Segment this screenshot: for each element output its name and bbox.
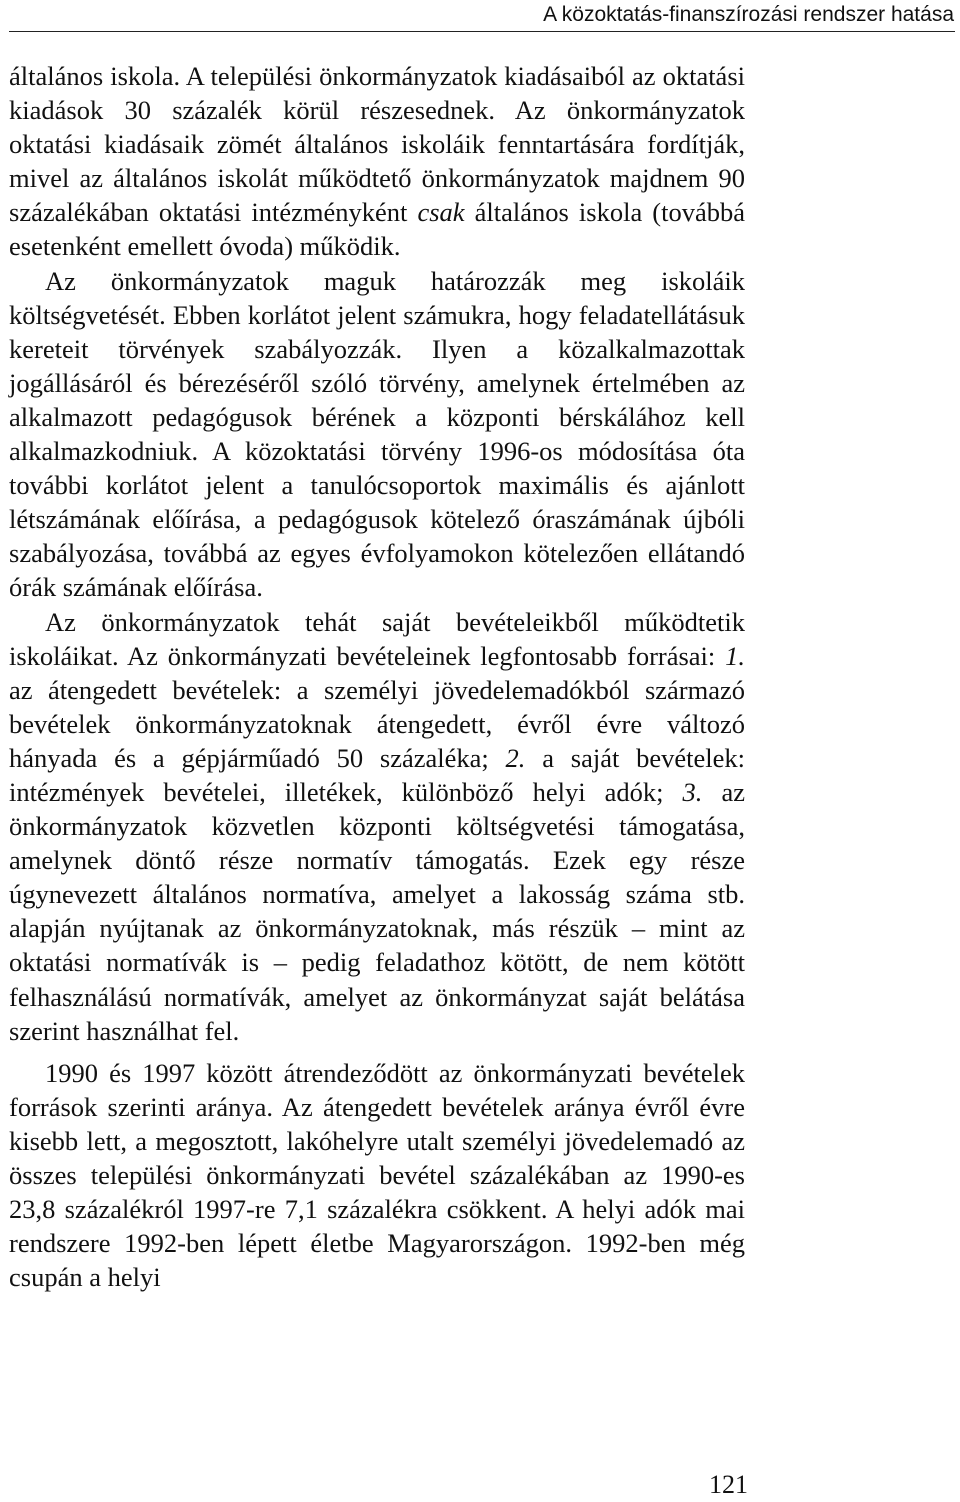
- paragraph-4: [9, 1056, 745, 1295]
- text-run: az önkormányzatok közvetlen központi költségvetési támogatása, amelynek döntő része normatív támogatás. Ezek egy része úgynevezett általános normatíva, amelyet a lakosság száma stb. alapján nyújtanak az önkormányzatoknak, más részük – mint az oktatási normatívák is – pedig feladathoz kötött, de nem kötött felhasználású normatívák, amelyet az önkormányzat saját belátása szerint használhat fel.: [9, 776, 745, 1046]
- page-number: 121: [709, 1470, 748, 1499]
- paragraph-1: [9, 59, 745, 264]
- list-number: 1.: [725, 640, 745, 671]
- paragraph-3: [9, 605, 745, 1048]
- body-text: [9, 59, 745, 1294]
- header-rule: [9, 31, 955, 32]
- text-run: a saját bevételek: intézmények bevételei, illetékek, különböző helyi adók;: [9, 742, 745, 807]
- paragraph-2: [9, 264, 745, 605]
- list-number: 3.: [682, 776, 703, 807]
- emphasis-run: csak: [417, 197, 465, 228]
- text-run: általános iskola (továbbá esetenként emellett óvoda) működik.: [9, 197, 746, 262]
- text-run: általános iskola. A települési önkormányzatok kiadásaiból az oktatási kiadások 30 százalék körül részesednek. Az önkormányzatok oktatási kiadásaik zömét általános iskoláik fenntartására fordítják, mivel az általános iskolát működtető önkormányzatok majdnem 90 százalékában oktatási intézményként: [9, 61, 745, 228]
- running-header-title: A közoktatás-finanszírozási rendszer hatása: [543, 3, 954, 26]
- text-run: az átengedett bevételek: a személyi jövedelemadókból származó bevételek önkormányzatoknak átengedett, évről évre változó hányada és a gépjárműadó 50 százaléka;: [9, 674, 745, 773]
- list-number: 2.: [505, 742, 526, 773]
- text-run: Az önkormányzatok maguk határozzák meg iskoláik költségvetését. Ebben korlátot jelent számukra, hogy feladatellátásuk kereteit törvények szabályozzák. Ilyen a közalkalmazottak jogállásáról és bérezéséről szóló törvény, amelynek értelmében az alkalmazott pedagógusok bérének a központi bérskálához kell alkalmazkodniuk. A közoktatási törvény 1996-os módosítása óta további korlátot jelent a tanulócsoportok maximális és ajánlott létszámának előírása, a pedagógusok kötelező óraszámának újbóli szabályozása, továbbá az egyes évfolyamokon kötelezően ellátandó órák számának előírása.: [9, 265, 745, 603]
- text-run: 1990 és 1997 között átrendeződött az önkormányzati bevételek források szerinti aránya. Az átengedett bevételek aránya évről évre kisebb lett, a megosztott, lakóhelyre utalt személyi jövedelemadó az összes települési önkormányzati bevétel százalékában az 1990-es 23,8 százalékról 1997-re 7,1 százalékra csökkent. A helyi adók mai rendszere 1992-ben lépett életbe Magyarországon. 1992-ben még csupán a helyi: [9, 1057, 745, 1293]
- text-run: Az önkormányzatok tehát saját bevételeikből működtetik iskoláikat. Az önkormányzati bevételeinek legfontosabb forrásai:: [9, 606, 745, 671]
